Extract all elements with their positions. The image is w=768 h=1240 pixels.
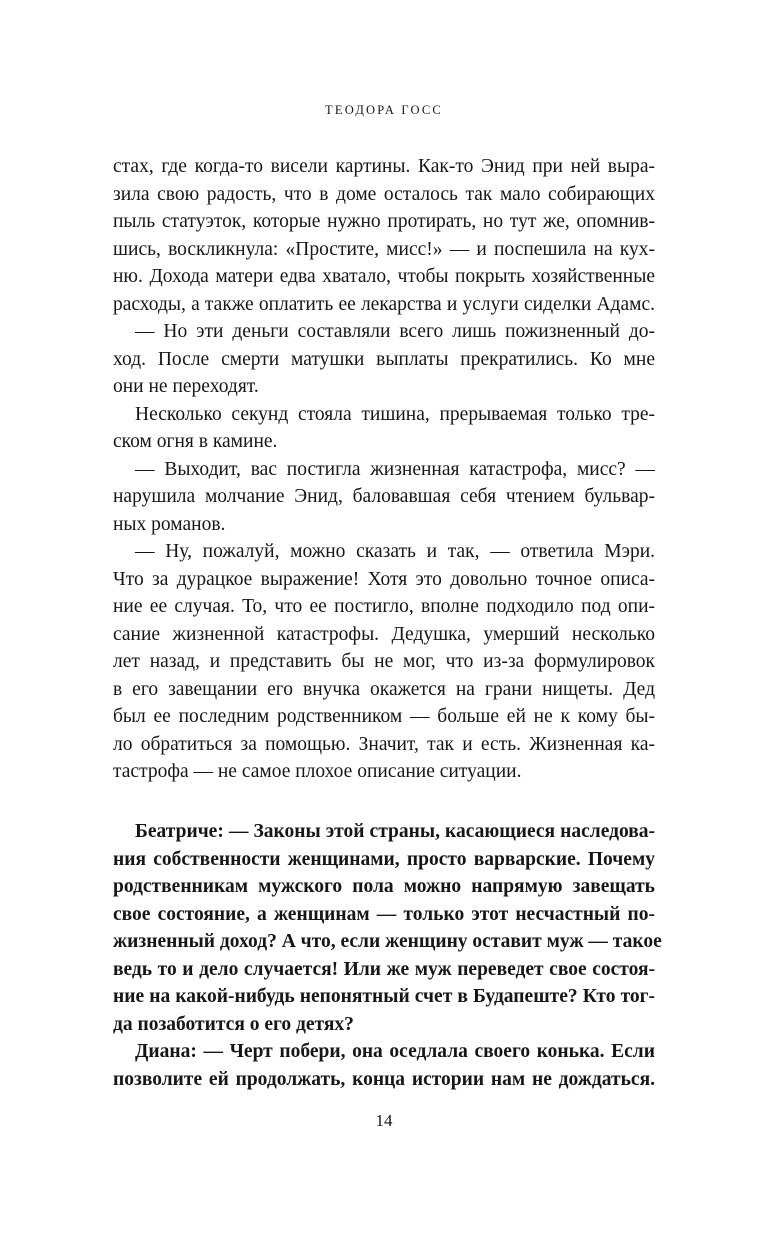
paragraph	[113, 818, 662, 1038]
text-line: лет назад, и представить бы не мог, что из-за формулировок	[113, 651, 655, 672]
text-line: ных романов.	[113, 513, 226, 535]
text-line: сание жизненной катастрофы. Дедушка, умерший несколько	[113, 623, 655, 645]
bold-commentary-text	[113, 818, 662, 1093]
text-line: ние ее случая. То, что ее постигло, вполне подходило под опи-	[113, 596, 655, 617]
text-line: ния собственности женщинами, просто варварские. Почему	[113, 848, 655, 870]
page-number: 14	[375, 1111, 393, 1130]
text-line: в его завещании его внучка окажется на грани нищеты. Дед	[113, 678, 655, 700]
body-text	[113, 153, 655, 786]
text-line: стах, где когда-то висели картины. Как-то Энид при ней выра-	[113, 156, 655, 177]
text-line: — Ну, пожалуй, можно сказать и так, — ответила Мэри.	[135, 541, 655, 562]
paragraph	[113, 153, 655, 318]
text-line: позволите ей продолжать, конца истории нам не дождаться.	[113, 1068, 655, 1090]
running-head: ТЕОДОРА ГОСС	[325, 103, 443, 117]
text-line: ском огня в камине.	[113, 431, 278, 452]
text-line: ход. После смерти матушки выплаты прекратились. Ко мне	[113, 348, 655, 370]
text-line: — Но эти деньги составляли всего лишь пожизненный до-	[135, 321, 655, 342]
text-line: был ее последним родственником — больше ей не к кому бы-	[113, 706, 655, 727]
text-line: они не переходят.	[113, 376, 259, 397]
text-line: шись, воскликнула: «Простите, мисс!» — и поспешила на кух-	[113, 238, 655, 260]
paragraph	[113, 456, 655, 539]
text-line: ведь то и дело случается! Или же муж переведет свое состоя-	[113, 958, 655, 980]
text-line: Несколько секунд стояла тишина, прерываемая только тре-	[135, 403, 655, 425]
text-line: ло обратиться за помощью. Значит, так и есть. Жизненная ка-	[113, 733, 655, 755]
text-line: свое состояние, а женщинам — только этот несчастный по-	[113, 903, 655, 925]
paragraph	[113, 318, 655, 401]
text-line: расходы, а также оплатить ее лекарства и услуги сиделки Адамс.	[113, 293, 655, 315]
paragraph	[113, 538, 655, 786]
paragraph	[113, 1038, 655, 1093]
text-line: тастрофа — не самое плохое описание ситуации.	[113, 761, 522, 782]
text-line: да позаботится о его детях?	[113, 1013, 354, 1035]
text-line: — Выходит, вас постигла жизненная катастрофа, мисс? —	[135, 458, 655, 480]
text-line: ню. Дохода матери едва хватало, чтобы покрыть хозяйственные	[113, 266, 655, 287]
text-line: нарушила молчание Энид, баловавшая себя чтением бульвар-	[113, 486, 655, 507]
text-line: пыль статуэток, которые нужно протирать, но тут же, опомнив-	[113, 211, 655, 232]
text-line: Что за дурацкое выражение! Хотя это довольно точное описа-	[113, 568, 655, 590]
paragraph	[113, 401, 655, 456]
text-line: жизненный доход? А что, если женщину оставит муж — такое	[113, 931, 662, 952]
text-line: ние на какой-нибудь непонятный счет в Будапеште? Кто тог-	[113, 986, 655, 1007]
text-line: зила свою радость, что в доме осталось так мало собирающих	[113, 183, 655, 205]
text-line: родственникам мужского пола можно напрямую завещать	[113, 876, 655, 897]
text-line: Беатриче: — Законы этой страны, касающиеся наследова-	[135, 821, 655, 842]
text-line: Диана: — Черт побери, она оседлала своего конька. Если	[135, 1041, 655, 1062]
